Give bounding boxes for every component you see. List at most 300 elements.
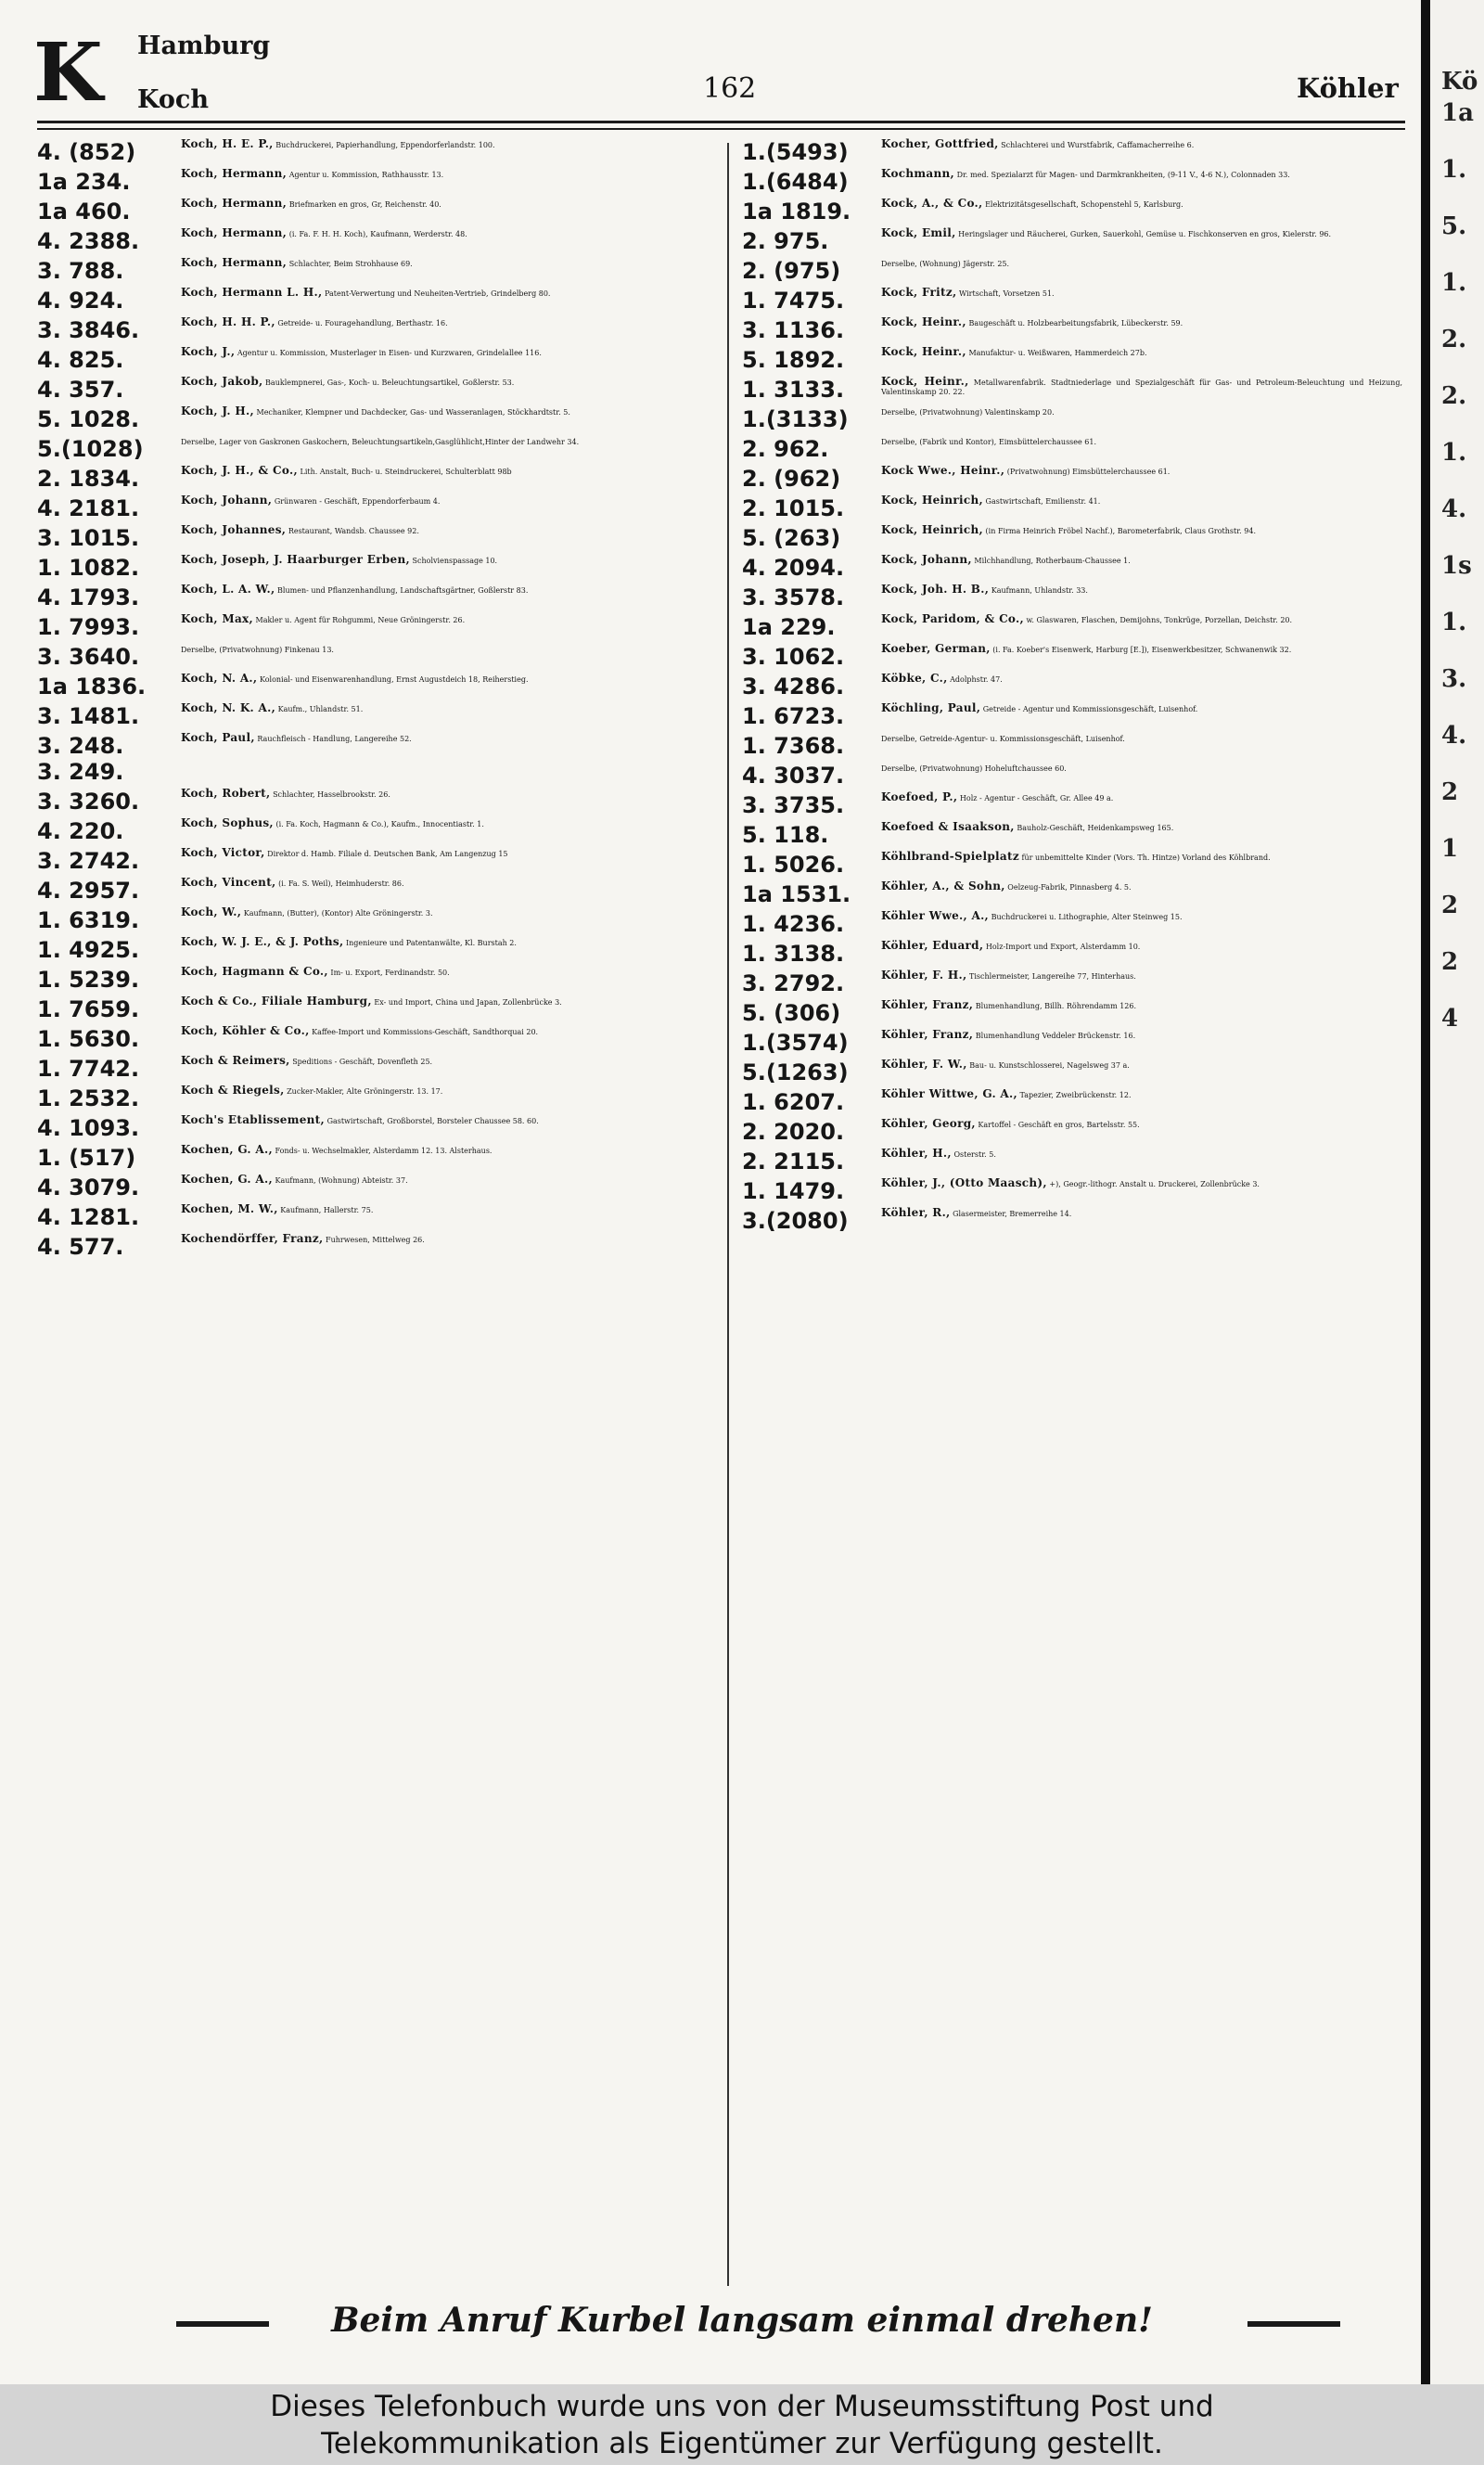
directory-entry [742,941,1402,967]
directory-entry [742,1119,1402,1145]
directory-entry [742,436,1402,462]
entry-body [881,852,1402,863]
entry-details: für unbemittelte Kinder (Vors. Th. Hintze) Vorland des Köhlbrand. [1021,854,1271,862]
entry-number: 3.(2080) [742,1208,849,1234]
header-rule-bottom [37,128,1405,130]
entry-details: Makler u. Agent für Rohgummi, Neue Gröningerstr. 26. [255,616,466,624]
entry-name: Koch, Paul, [181,731,255,744]
entry-name: Kock, Heinr., [881,345,966,358]
directory-entry [742,822,1402,848]
next-page-number: 1 [1441,835,1459,863]
directory-entry [742,584,1402,610]
entry-number: 5. (306) [742,1000,841,1026]
entry-details: Kaufmann, Uhlandstr. 33. [991,586,1088,595]
entry-number: 5. (263) [742,525,841,551]
entry-details: (i. Fa. S. Weil), Heimhuderstr. 86. [278,879,404,888]
entry-body [881,1119,1402,1130]
directory-entry [742,644,1402,670]
entry-body [881,317,1402,328]
entry-number: 1.(5493) [742,139,849,165]
entry-body [881,525,1402,536]
entry-body [881,674,1402,685]
directory-entry [37,848,723,874]
directory-entry [37,937,723,963]
entry-number: 5.(1028) [37,436,144,462]
entry-details: Dr. med. Spezialarzt für Magen- und Darmkrankheiten, (9-11 V., 4-6 N.), Colonnaden 33. [956,171,1290,179]
entry-details: Tapezier, Zweibrückenstr. 12. [1019,1091,1132,1099]
entry-details: Fuhrwesen, Mittelweg 26. [326,1236,425,1244]
entry-number: 4. 2388. [37,228,140,254]
directory-entry [742,1089,1402,1115]
entry-number: 4. 1281. [37,1204,140,1230]
entry-number: 4. 1093. [37,1115,140,1141]
entry-number: 5.(1263) [742,1059,849,1085]
entry-body [181,584,723,596]
entry-number: 1.(6484) [742,169,849,195]
directory-entry [742,525,1402,551]
entry-details: Gastwirtschaft, Emilienstr. 41. [985,497,1101,506]
entry-number: 3. 3846. [37,317,140,343]
entry-number: 1.(3133) [742,406,849,432]
entry-number: 4. 357. [37,377,124,403]
entry-details: Mechaniker, Klempner und Dachdecker, Gas- und Wasseranlagen, Stöckhardtstr. 5. [256,408,570,417]
entry-name: Koch, Victor, [181,846,265,859]
footer-line-2: Telekommunikation als Eigentümer zur Verfügung gestellt. [321,2427,1163,2460]
entry-number: 4. 2094. [742,555,845,581]
directory-entry [37,377,723,403]
entry-number: 1a 1531. [742,881,851,907]
entry-body [881,199,1402,210]
entry-number: 4. 924. [37,288,124,314]
next-page-number: 4 [1441,1005,1459,1033]
directory-entry [37,466,723,492]
directory-entry [742,614,1402,640]
entry-name: Kochen, G. A., [181,1173,273,1186]
entry-number: 1. 1082. [37,555,140,581]
directory-entry [742,733,1402,759]
entry-name: Koch, N. A., [181,672,258,685]
entry-number: 2. (962) [742,466,841,492]
entry-number: 1a 460. [37,199,131,225]
entry-number: 1. 7475. [742,288,845,314]
entry-number: 1. 3133. [742,377,845,403]
entry-details: Bauklempnerei, Gas-, Koch- u. Beleuchtungsartikel, Goßlerstr. 53. [265,379,515,387]
entry-name: Koch, W., [181,905,242,918]
header-range-from: Koch [137,85,209,114]
next-page-number: 4. [1441,722,1467,750]
entry-details: Wirtschaft, Vorsetzen 51. [959,289,1055,298]
page-gutter-bar [1421,0,1430,2384]
entry-body [881,792,1402,803]
column-divider [727,143,729,2286]
entry-name: Köbke, C., [881,672,948,685]
entry-number: 1. 6207. [742,1089,845,1115]
directory-entry [742,911,1402,937]
entry-number: 4. 3037. [742,763,845,789]
entry-number: 2. 2115. [742,1149,845,1175]
entry-details: Osterstr. 5. [953,1150,996,1159]
entry-name: Köhler Wwe., A., [881,909,990,922]
entry-body [881,941,1402,952]
entry-number: 4. (852) [37,139,136,165]
directory-entry [37,1026,723,1052]
entry-body [181,436,723,447]
entry-name: Kocher, Gottfried, [881,137,999,150]
entry-body [181,1085,723,1097]
slogan-dash-right [1247,2321,1340,2327]
entry-body [181,466,723,477]
directory-entry [37,288,723,314]
entry-body [181,848,723,859]
entry-body [181,703,723,714]
entry-details: Kartoffel - Geschäft en gros, Bartelsstr. 55. [978,1121,1140,1129]
footer-notice [0,2384,1484,2465]
entry-details: Kaffee-Import und Kommissions-Geschäft, Sandthorquai 20. [312,1028,539,1036]
next-page-number: 2 [1441,892,1459,919]
directory-entry [37,495,723,521]
entry-details: Kaufm., Uhlandstr. 51. [277,705,364,713]
next-page-number: 2. [1441,326,1467,353]
entry-body [181,169,723,180]
entry-number: 1a 234. [37,169,131,195]
entry-number: 3. 2792. [742,970,845,996]
directory-entry [742,169,1402,195]
entry-details: Fonds- u. Wechselmakler, Alsterdamm 12. 13. Alsterhaus. [275,1147,493,1155]
directory-entry [37,199,723,225]
entry-number: 4. 2957. [37,878,140,904]
entry-body [181,733,723,744]
entry-details: Kaufmann, (Butter), (Kontor) Alte Gröningerstr. 3. [243,909,433,918]
entry-body [181,878,723,889]
entry-details: Derselbe, (Privatwohnung) Valentinskamp 20. [881,408,1055,417]
directory-entry [742,228,1402,254]
directory-entry [742,881,1402,907]
entry-name: Köhler, Franz, [881,1028,974,1041]
entry-body [881,733,1402,744]
directory-entry [742,495,1402,521]
entry-body [181,1234,723,1245]
directory-entry [37,674,723,700]
entry-body [181,996,723,1008]
entry-details: Metallwarenfabrik. Stadtniederlage und Spezialgeschäft für Gas- und Petroleum-Beleuchtung und Heizung, Valentinskamp 20. 22. [881,379,1402,397]
entry-name: Koch, Johannes, [181,523,287,536]
header-range-to: Köhler [1297,72,1399,104]
entry-details: Derselbe, Getreide-Agentur- u. Kommissionsgeschäft, Luisenhof. [881,735,1125,743]
directory-entry [742,1059,1402,1085]
entry-number: 5. 1028. [37,406,140,432]
entry-name: Koch, J. H., [181,404,254,417]
directory-entry [742,1030,1402,1056]
entry-number: 5. 1892. [742,347,845,373]
entry-name: Kock, Heinr., [881,375,969,388]
entry-details: Holz - Agentur - Geschäft, Gr. Allee 49 a. [959,794,1114,802]
next-page-number: 2 [1441,778,1459,806]
entry-body [881,584,1402,596]
next-page-number: 1. [1441,439,1467,467]
entry-body [181,139,723,150]
entry-details: Grünwaren - Geschäft, Eppendorferbaum 4. [274,497,441,506]
entry-number: 4. 220. [37,818,124,844]
entry-name: Köhlbrand-Spielplatz [881,850,1019,863]
footer-line-1: Dieses Telefonbuch wurde uns von der Museumsstiftung Post und [270,2390,1214,2423]
entry-name: Koch, Jakob, [181,375,263,388]
entry-body [181,288,723,299]
entry-details: (i. Fa. Koch, Hagmann & Co.), Kaufm., Innocentiastr. 1. [275,820,484,828]
entry-number: 4. 577. [37,1234,124,1260]
entry-body [181,555,723,566]
entry-number: 3. 4286. [742,674,845,700]
entry-details: Im- u. Export, Ferdinandstr. 50. [330,969,450,977]
directory-entry [37,1056,723,1082]
entry-body [881,822,1402,833]
entry-number: 4. 1793. [37,584,140,610]
directory-entry [37,228,723,254]
entry-details: Agentur u. Kommission, Musterlager in Eisen- und Kurzwaren, Grindelallee 116. [237,349,542,357]
entry-body [181,967,723,978]
entry-body [181,1145,723,1156]
entry-number: 3. 1062. [742,644,845,670]
directory-entry [742,703,1402,729]
entry-name: Koch, Hermann L. H., [181,286,323,299]
right-column [742,139,1402,2301]
entry-name: Kock, Joh. H. B., [881,583,990,596]
entry-body [881,644,1402,655]
entry-name: Koch, Hermann, [181,256,288,269]
section-letter: K [33,26,103,120]
entry-body [881,495,1402,507]
directory-entry [37,1204,723,1230]
directory-entry [742,1178,1402,1204]
entry-details: Schlachter, Hasselbrookstr. 26. [273,790,390,799]
entry-number: 3. 3260. [37,789,140,815]
entry-details: Milchhandlung, Rotherbaum-Chaussee 1. [974,557,1131,565]
directory-entry [37,1175,723,1200]
entry-body [181,674,723,685]
directory-entry [742,1000,1402,1026]
entry-details: Heringslager und Räucherei, Gurken, Sauerkohl, Gemüse u. Fischkonserven en gros, Kielerstr. 96. [958,230,1332,238]
entry-number: 3. 1481. [37,703,140,729]
entry-name: Koch, H. H. P., [181,315,275,328]
entry-body [181,1056,723,1067]
entry-details: Derselbe, Lager von Gaskronen Gaskochern, Beleuchtungsartikeln,Gasglühlicht,Hinter der Landwehr 34. [181,438,580,446]
directory-entry [742,852,1402,878]
entry-name: Koch, J., [181,345,236,358]
entry-body [181,347,723,358]
entry-body [881,288,1402,299]
directory-entry [37,733,723,785]
entry-details: Buchdruckerei, Papierhandlung, Eppendorferlandstr. 100. [275,141,495,149]
entry-body [181,495,723,507]
directory-entry [37,818,723,844]
entry-body [881,228,1402,239]
entry-details: Gastwirtschaft, Großborstel, Borsteler Chaussee 58. 60. [326,1117,539,1125]
slogan: Beim Anruf Kurbel langsam einmal drehen! [331,2301,1153,2340]
next-page-number-fragments [1441,85,1482,1047]
directory-entry [37,584,723,610]
directory-entry [37,1145,723,1171]
next-page-edge [1421,0,1484,2384]
entry-number: 2. 1834. [37,466,140,492]
entry-number: 1. 7368. [742,733,845,759]
entry-body [881,970,1402,982]
directory-entry [742,258,1402,284]
entry-details: Speditions - Geschäft, Dovenfleth 25. [292,1058,433,1066]
entry-body [881,139,1402,150]
entry-name: Kock, Heinrich, [881,523,983,536]
entry-body [881,1149,1402,1160]
page-number: 162 [703,72,757,105]
entry-body [881,1089,1402,1100]
entry-body [881,406,1402,417]
directory-entry [742,377,1402,403]
entry-details: Baugeschäft u. Holzbearbeitungsfabrik, Lübeckerstr. 59. [968,319,1183,327]
entry-name: Kock, Fritz, [881,286,957,299]
next-page-number: 2. [1441,382,1467,410]
entry-body [881,614,1402,625]
entry-name: Kock, Emil, [881,226,956,239]
entry-name: Köhler, R., [881,1206,951,1219]
entry-number: 3. 788. [37,258,124,284]
directory-entry [37,703,723,729]
entry-name: Koch, Max, [181,612,253,625]
entry-name: Köhler, Eduard, [881,939,984,952]
entry-details: Blumen- und Pflanzenhandlung, Landschaftsgärtner, Goßlerstr 83. [277,586,529,595]
entry-body [181,614,723,625]
directory-entry [37,139,723,165]
entry-number: 4. 825. [37,347,124,373]
entry-name: Kock, Heinrich, [881,494,983,507]
directory-entry [742,1149,1402,1175]
entry-details: Restaurant, Wandsb. Chaussee 92. [288,527,419,535]
entry-name: Koch, Robert, [181,787,271,800]
entry-name: Köhler, Franz, [881,998,974,1011]
entry-body [881,911,1402,922]
entry-number: 3. 248. 3. 249. [37,733,124,785]
entry-details: Schlachterei und Wurstfabrik, Caffamacherreihe 6. [1001,141,1195,149]
entry-details: Bau- u. Kunstschlosserei, Nagelsweg 37 a. [969,1061,1130,1070]
directory-entry [37,436,723,462]
next-page-number: 1. [1441,609,1467,636]
entry-details: Elektrizitätsgesellschaft, Schopenstehl 5, Karlsburg. [985,200,1183,209]
entry-number: 2. 975. [742,228,829,254]
entry-body [881,703,1402,714]
entry-details: (i. Fa. F. H. H. Koch), Kaufmann, Werderstr. 48. [288,230,467,238]
entry-name: Koch, Hagmann & Co., [181,965,328,978]
entry-body [881,1030,1402,1041]
directory-entry [742,317,1402,343]
next-page-number: 1s [1441,552,1472,580]
entry-name: Koch's Etablissement, [181,1113,326,1126]
entry-number: 1. 5026. [742,852,845,878]
entry-name: Koch, Johann, [181,494,273,507]
entry-body [181,258,723,269]
directory-entry [37,317,723,343]
entry-details: (i. Fa. Koeber's Eisenwerk, Harburg [E.]), Eisenwerkbesitzer, Schwanenwik 32. [992,646,1292,654]
entry-name: Köhler, F. W., [881,1058,967,1071]
entry-name: Kock, A., & Co., [881,197,983,210]
entry-name: Koch, W. J. E., & J. Poths, [181,935,344,948]
entry-number: 4. 2181. [37,495,140,521]
entry-details: Blumenhandlung Veddeler Brückenstr. 16. [975,1032,1136,1040]
directory-entry [37,1085,723,1111]
entry-name: Köhler, H., [881,1147,952,1160]
directory-entry [37,406,723,432]
entry-details: Rauchfleisch - Handlung, Langereihe 52. [257,735,412,743]
entry-body [181,644,723,655]
entry-number: 3. 3640. [37,644,140,670]
entry-name: Koch, Sophus, [181,816,274,829]
entry-details: Holz-Import und Export, Alsterdamm 10. [985,943,1141,951]
entry-details: Kaufmann, Hallerstr. 75. [280,1206,374,1214]
entry-number: 1. 1479. [742,1178,845,1204]
entry-body [881,1000,1402,1011]
directory-entry [37,614,723,640]
entry-body [181,228,723,239]
entry-number: 3. 1015. [37,525,140,551]
entry-details: Briefmarken en gros, Gr, Reichenstr. 40. [288,200,441,209]
directory-entry [742,970,1402,996]
entry-body [181,525,723,536]
entry-number: 1a 1836. [37,674,147,700]
entry-body [881,466,1402,477]
entry-body [881,436,1402,447]
entry-details: Agentur u. Kommission, Rathhausstr. 13. [288,171,444,179]
directory-entry [742,347,1402,373]
entry-name: Koch, N. K. A., [181,701,276,714]
entry-number: 1. 4925. [37,937,140,963]
entry-number: 2. 962. [742,436,829,462]
entry-details: Ingenieure und Patentanwälte, Kl. Burstah 2. [345,939,517,947]
entry-body [181,317,723,328]
directory-entry [37,789,723,815]
entry-details: (in Firma Heinrich Fröbel Nachf.), Barometerfabrik, Claus Grothstr. 94. [985,527,1256,535]
entry-number: 1. 6319. [37,907,140,933]
entry-name: Köhler Wittwe, G. A., [881,1087,1017,1100]
entry-number: 1. 7659. [37,996,140,1022]
entry-body [181,818,723,829]
next-page-number: 5. [1441,212,1467,240]
entry-body [881,1059,1402,1071]
entry-name: Koch, Joseph, J. Haarburger Erben, [181,553,410,566]
entry-name: Koch, Köhler & Co., [181,1024,310,1037]
directory-entry [742,199,1402,225]
entry-details: w. Glaswaren, Flaschen, Demijohns, Tonkrüge, Porzellan, Deichstr. 20. [1026,616,1293,624]
directory-entry [37,1234,723,1260]
entry-name: Kochendörffer, Franz, [181,1232,324,1245]
entry-name: Koeber, German, [881,642,991,655]
entry-number: 1. 7742. [37,1056,140,1082]
entry-number: 1. 7993. [37,614,140,640]
entry-name: Koch, Vincent, [181,876,276,889]
entry-name: Kock, Heinr., [881,315,966,328]
entry-details: Direktor d. Hamb. Filiale d. Deutschen Bank, Am Langenzug 15 [267,850,508,858]
entry-body [181,1175,723,1186]
entry-body [881,1208,1402,1219]
entry-details: Glasermeister, Bremerreihe 14. [953,1210,1072,1218]
entry-number: 1. 3138. [742,941,845,967]
entry-body [181,907,723,918]
next-page-header-fragment: Kö [1441,68,1478,96]
entry-name: Koch & Riegels, [181,1084,285,1097]
next-page-number: 1. [1441,269,1467,297]
entry-details: Getreide- u. Fouragehandlung, Berthastr. 16. [277,319,448,327]
entry-number: 1a 229. [742,614,836,640]
next-page-number: 3. [1441,665,1467,693]
directory-entry [37,996,723,1022]
entry-name: Köhler, F. H., [881,969,967,982]
directory-entry [742,139,1402,165]
directory-entry [742,763,1402,789]
